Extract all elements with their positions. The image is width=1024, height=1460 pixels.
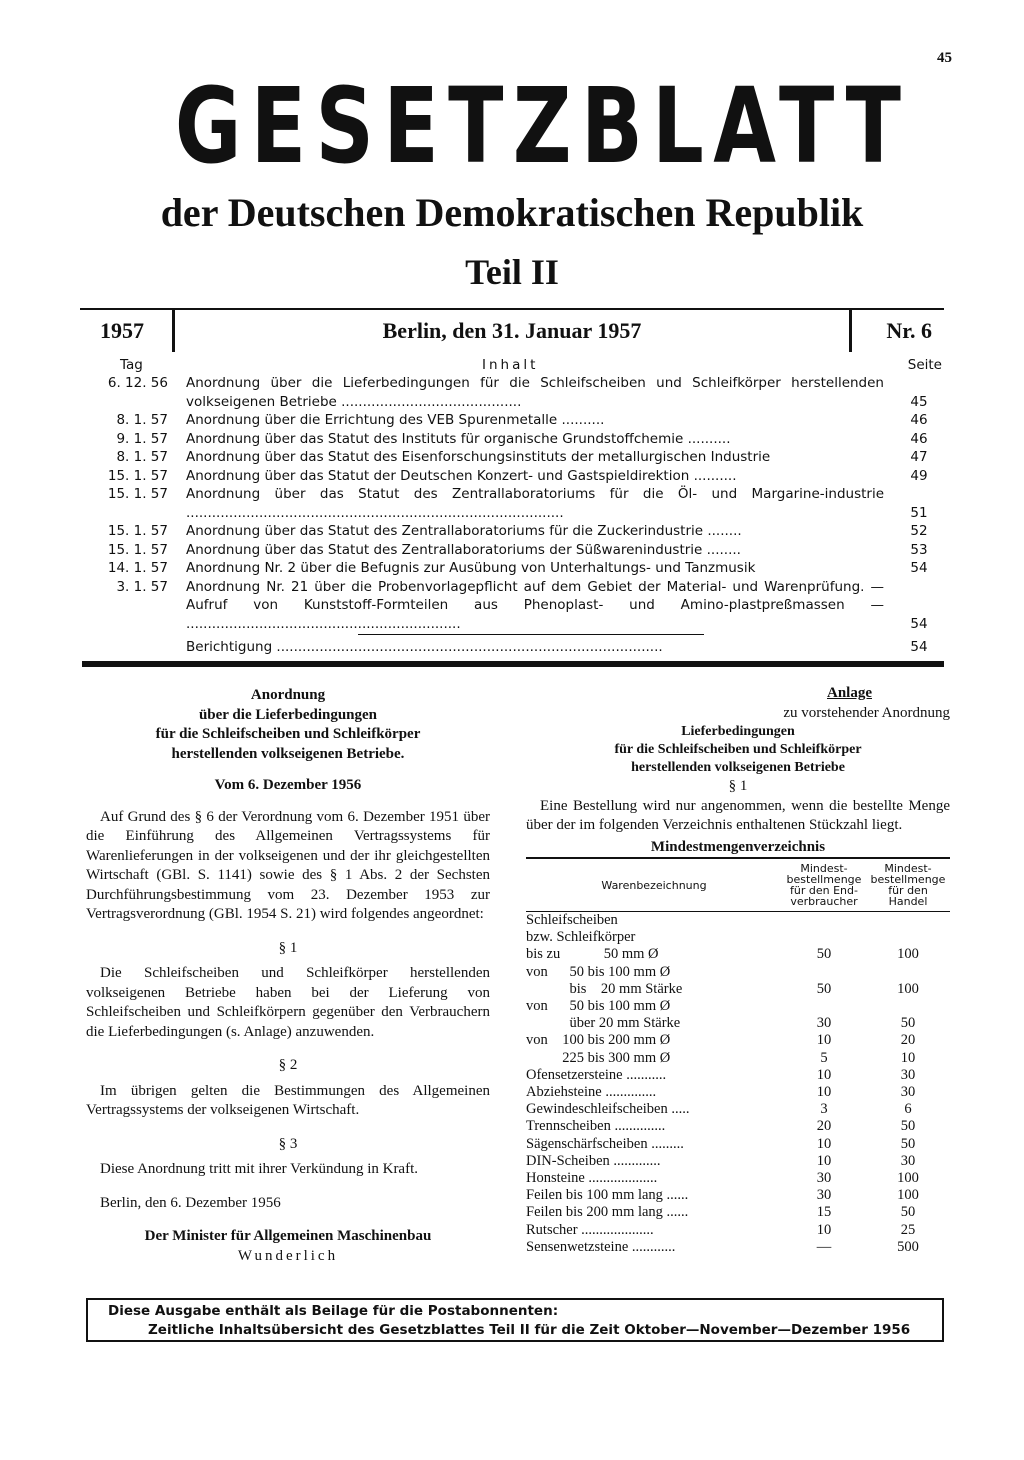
table-row [526,1067,950,1084]
annex-heading-line: für die Schleifscheiben und Schleifkörper [614,742,862,757]
toc-header-page: Seite [907,357,942,373]
toc-entry-title: Anordnung über das Statut des Instituts für organische Grundstoffchemie .......... [186,430,731,447]
cell-item: 225 bis 300 mm Ø [526,1049,671,1066]
toc-entry-date: 8. 1. 57 [116,412,168,428]
cell-item: Sägenschärfscheiben ......... [526,1135,684,1152]
toc-entry [82,578,944,634]
section-heading: § 1 [278,939,298,956]
cell-item: Schleifscheiben [526,912,618,928]
column-header: Mindest-bestellmenge für den End-verbraucher [786,862,862,908]
signatory-title: Der Minister für Allgemeinen Maschinenbau [144,1228,432,1244]
annex-title: Anlage [827,685,872,701]
toc-entry [82,485,944,522]
toc-entry [82,411,944,430]
masthead-subtitle: der Deutschen Demokratischen Republik [160,190,864,235]
annex-heading-line: Lieferbedingungen [681,724,795,739]
toc-entry [82,522,944,541]
ordinance-title-line: Anordnung [250,687,326,703]
section-text: Im übrigen gelten die Bestimmungen des Allgemeinen Vertragssystems der volkseigenen Wirtschaft. [86,1082,490,1118]
cell-end-consumer: 10 [816,1152,832,1169]
table-row [526,998,950,1015]
cell-trade: 30 [900,1084,916,1101]
cell-item: von 100 bis 200 mm Ø [526,1032,671,1049]
cell-trade: 50 [900,1204,916,1221]
cell-end-consumer: 5 [820,1049,828,1066]
toc-entry-date: 6. 12. 56 [107,375,168,391]
annex-heading [526,723,950,777]
table-title: Mindestmengenverzeichnis [650,838,826,855]
cell-item: Gewindeschleifscheiben ..... [526,1101,690,1118]
ordinance-title-line: für die Schleifscheiben und Schleifkörper [155,726,421,742]
table-row [526,1153,950,1170]
toc-entry-page: 46 [910,412,928,428]
cell-trade: 50 [900,1118,916,1135]
table-row [526,1136,950,1153]
toc-entry-page: 46 [910,430,928,447]
cell-end-consumer: 50 [816,980,832,997]
column-header: Warenbezeichnung [601,878,707,892]
cell-trade [866,912,950,930]
toc-entry-title: Berichtigung .......................................................................................... [186,639,663,655]
toc-entry [82,374,944,411]
table-row [526,1118,950,1135]
table-row [526,1204,950,1221]
cell-end-consumer: 3 [820,1101,828,1118]
toc-entry-title: Anordnung über die Errichtung des VEB Spurenmetalle .......... [186,412,605,428]
cell-end-consumer: 50 [816,946,832,963]
cell-trade: 100 [897,946,919,963]
toc-entry-page: 52 [910,523,928,539]
cell-trade: 100 [897,1170,919,1187]
cell-trade: 30 [900,1066,916,1083]
section-text: Die Schleifscheiben und Schleifkörper herstellenden volkseigenen Betriebe haben bei der Lieferung von Schleifscheiben und Schleifkörpern gegenüber den Verbrauchern die Lieferbedingungen (s. Anlage) anzuwenden. [86,965,490,1040]
ordinance-title-line: über die Lieferbedingungen [198,706,378,723]
annex-heading-line: herstellenden volkseigenen Betriebe [631,760,845,775]
cell-trade: 50 [900,1015,916,1032]
cell-item: von 50 bis 100 mm Ø [526,998,671,1015]
cell-end-consumer: 10 [816,1066,832,1083]
left-column [86,686,490,1266]
ordinance-title-line: herstellenden volkseigenen Betriebe. [171,745,405,762]
cell-item: Honsteine ................... [526,1170,658,1187]
toc-entry-date: 15. 1. 57 [107,467,168,484]
toc-entry-date: 3. 1. 57 [116,578,168,595]
cell-trade: 30 [900,1152,916,1169]
cell-trade [866,929,950,946]
table-row [526,1222,950,1239]
toc-entry-date: 15. 1. 57 [107,523,168,539]
supplement-line: Zeitliche Inhaltsübersicht des Gesetzblattes Teil II für die Zeit Oktober—November—Dezember 1956 [148,1322,911,1338]
toc-entry-date: 15. 1. 57 [107,486,168,502]
cell-item: Rutscher .................... [526,1221,654,1238]
toc-entry-page: 45 [910,393,928,410]
issue-date: Berlin, den 31. Januar 1957 [382,318,642,343]
table-row [526,1187,950,1204]
cell-item: Abziehsteine .............. [526,1084,657,1101]
cell-item: Sensenwetzsteine ............ [526,1238,676,1255]
table-row [526,946,950,963]
cell-trade: 50 [900,1135,916,1152]
cell-item: bis zu 50 mm Ø [526,946,659,963]
toc-entry-date: 15. 1. 57 [107,541,168,558]
section-text: Eine Bestellung wird nur angenommen, wenn die bestellte Menge über der im folgenden Verzeichnis enthaltenen Stückzahl liegt. [526,797,950,833]
toc-rows [82,374,944,633]
toc-entry [82,430,944,449]
toc-entry-date: 8. 1. 57 [116,449,168,465]
toc-entry-page: 47 [910,449,928,465]
cell-end-consumer: 20 [816,1118,832,1135]
table-row [526,1015,950,1032]
divider [358,634,704,635]
toc-entry-title: Anordnung über das Statut der Deutschen Konzert- und Gastspieldirektion .......... [186,467,737,484]
table-row [526,1084,950,1101]
toc-header-day: Tag [120,357,143,373]
cell-end-consumer: 10 [816,1135,832,1152]
table-row [526,912,950,930]
section-rule [82,661,944,667]
cell-end-consumer: 30 [816,1170,832,1187]
cell-trade: 500 [897,1238,919,1255]
section-heading: § 3 [278,1135,298,1152]
table-row [526,1050,950,1067]
signatory-name: Wunderlich [237,1247,339,1264]
toc-entry-title: Anordnung Nr. 2 über die Befugnis zur Ausübung von Unterhaltungs- und Tanzmusik [186,560,756,576]
minimum-quantity-table [526,857,950,1256]
toc-entry-title: Anordnung Nr. 21 über die Probenvorlagepflicht auf dem Gebiet der Material- und Warenprüfung. — Aufruf von Kunststoff-Formteilen aus Phenoplast- und Amino-plastpreßmassen — ................................................................ [186,578,884,632]
table-of-contents [82,356,944,657]
table-row [526,1032,950,1049]
cell-item: Trennscheiben .............. [526,1118,666,1135]
cell-trade [866,998,950,1015]
cell-end-consumer [782,964,866,981]
cell-trade: 100 [897,1187,919,1204]
masthead-title: GESETZBLATT [174,65,911,187]
cell-item: über 20 mm Stärke [526,1015,681,1032]
ordinance-title [86,686,490,764]
section-text: Diese Anordnung tritt mit ihrer Verkündung in Kraft. [100,1161,419,1177]
cell-end-consumer: 15 [816,1204,832,1221]
table-row [526,1170,950,1187]
issue-number: Nr. 6 [886,318,932,343]
toc-entry [82,638,944,657]
cell-end-consumer: 10 [816,1221,832,1238]
cell-trade: 6 [904,1101,912,1118]
page-number: 45 [937,50,952,66]
toc-entry-title: Anordnung über das Statut des Zentrallaboratoriums für die Zuckerindustrie ........ [186,523,742,539]
table-header-row [526,858,950,912]
table-row [526,981,950,998]
toc-entry [82,541,944,560]
toc-entry-title: Anordnung über das Statut des Eisenforschungsinstituts der metallurgischen Industrie [186,449,771,465]
cell-item: Feilen bis 100 mm lang ...... [526,1187,689,1204]
toc-entry-title: Anordnung über die Lieferbedingungen für die Schleifscheiben und Schleifkörper herstellenden volkseigenen Betriebe .......................................... [186,375,884,410]
issue-info-bar [80,308,944,354]
toc-entry-page: 53 [910,541,928,558]
column-header: Mindest-bestellmenge für den Handel [870,862,946,908]
toc-entry-page: 51 [910,504,928,521]
divider [849,310,852,352]
toc-entry [82,559,944,578]
section-heading: § 1 [728,778,748,794]
cell-trade: 25 [900,1221,916,1238]
toc-entry-title: Anordnung über das Statut des Zentrallaboratoriums der Süßwarenindustrie ........ [186,541,741,558]
cell-trade: 100 [897,980,919,997]
table-row [526,929,950,946]
cell-item: von 50 bis 100 mm Ø [526,963,671,980]
toc-entry-page: 54 [910,560,928,576]
part-label: Teil II [465,252,559,292]
toc-entry [82,467,944,486]
cell-item: Feilen bis 200 mm lang ...... [526,1204,689,1221]
ordinance-date: Vom 6. Dezember 1956 [214,777,362,793]
divider [172,310,175,352]
supplement-notice [86,1298,944,1342]
section-heading: § 2 [278,1057,298,1073]
toc-entry-date: 14. 1. 57 [107,560,168,576]
cell-end-consumer: 30 [816,1015,832,1032]
toc-rows-last [82,638,944,657]
cell-end-consumer: 30 [816,1187,832,1204]
supplement-line: Diese Ausgabe enthält als Beilage für die Postabonnenten: [108,1303,559,1319]
toc-entry-page: 54 [910,615,928,632]
place-date: Berlin, den 6. Dezember 1956 [100,1194,281,1211]
toc-header [82,356,944,374]
cell-item: DIN-Scheiben ............. [526,1152,661,1169]
annex-subtitle: zu vorstehender Anordnung [783,704,950,721]
cell-trade: 20 [900,1032,916,1049]
toc-entry-page: 49 [910,467,928,484]
cell-trade: 10 [900,1049,916,1066]
cell-end-consumer [782,998,866,1015]
cell-item: bis 20 mm Stärke [526,980,683,997]
cell-end-consumer [782,929,866,946]
toc-header-contents: Inhalt [482,357,539,373]
right-column [526,684,950,1256]
toc-entry [82,448,944,467]
issue-year: 1957 [100,318,144,343]
table-row [526,964,950,981]
toc-entry-page: 54 [910,639,928,655]
toc-entry-title: Anordnung über das Statut des Zentrallaboratoriums für die Öl- und Margarine-industrie ........................................................................................ [186,486,884,521]
cell-end-consumer [782,912,866,930]
cell-end-consumer: 10 [816,1084,832,1101]
cell-end-consumer: — [816,1238,832,1255]
cell-item: bzw. Schleifkörper [526,929,636,946]
table-row [526,1101,950,1118]
table-row [526,1239,950,1256]
cell-item: Ofensetzersteine ........... [526,1066,667,1083]
ordinance-preamble: Auf Grund des § 6 der Verordnung vom 6. Dezember 1951 über die Einführung des Allgemeinen Vertragssystems für Warenlieferungen in der volkseigenen und der ihr gleichgestellten Wirtschaft (GBl. S. 1141) sowie des § 1 Abs. 2 der Sechsten Durchführungsbestimmung vom 23. Dezember 1953 zur Vertragsverordnung (GBl. 1954 S. 21) wird folgendes angeordnet: [86,808,490,922]
cell-end-consumer: 10 [816,1032,832,1049]
cell-trade [866,964,950,981]
toc-entry-date: 9. 1. 57 [116,430,168,447]
